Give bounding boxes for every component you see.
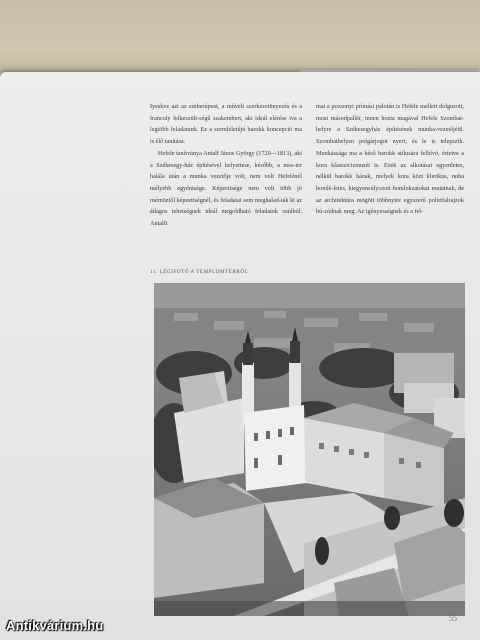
aerial-photo <box>154 283 465 616</box>
paragraph-1: Iyeskve azt az emberúpust, a művelt szerkezetünyezés és a francoly felkeszült-ségű szakembert, aki ideál elérése iva a legtöbb feladatunk. Ez a szemléletűjú barokk koncepció ma is élő tanítása. <box>150 103 302 146</box>
text-column-right <box>316 101 464 218</box>
paragraph-2: Hefele tanítványa Antalf János György (1720—1813), aki a Székesegy-ház építésével helyettese, később, a mes-ter halála után a munka vezetője volt, nem volt Hefelénél mélyebb egyénisége. Képzettsége nem volt több jó mérnöztől képzettségnél, és feladatai sem meghalad-ták ki az átlagos tehetségnek ideál megoldható feladatok sorából. Antalfi <box>150 149 302 228</box>
watermark-logo: Antikvárium.hu <box>6 618 104 633</box>
paragraph-3: mai a pozsonyi prímási palotán is Hefele mellett dolgozott, most másodpallér, innen hozta magával Hefele Szombat-helyre a Székesegyház építésének munka-vezetőjéül. Szombathelyen polgárjogot nyert, és le is telepszik. Munkássága ma a késő barokk stílusára felhívó, értetve a kora klasszicizmusét is. Ezek az alkotásai egyenletes, nélkül barokk házak, melyek kora közt klerikus, noha homlé-letes, kiegyensúlyozott homlokzatokat mutatnak, de az architektúra mögött többnyire egyszerű polírtfalrajzok hú-zódnak meg. Az igényességnek és a fel- <box>316 103 464 216</box>
page-number: 55 <box>449 614 457 623</box>
photo-caption: 11. LÉGIFOTÓ A TEMPLOMTÉRRŐL <box>150 269 249 275</box>
text-column-left <box>150 101 302 230</box>
